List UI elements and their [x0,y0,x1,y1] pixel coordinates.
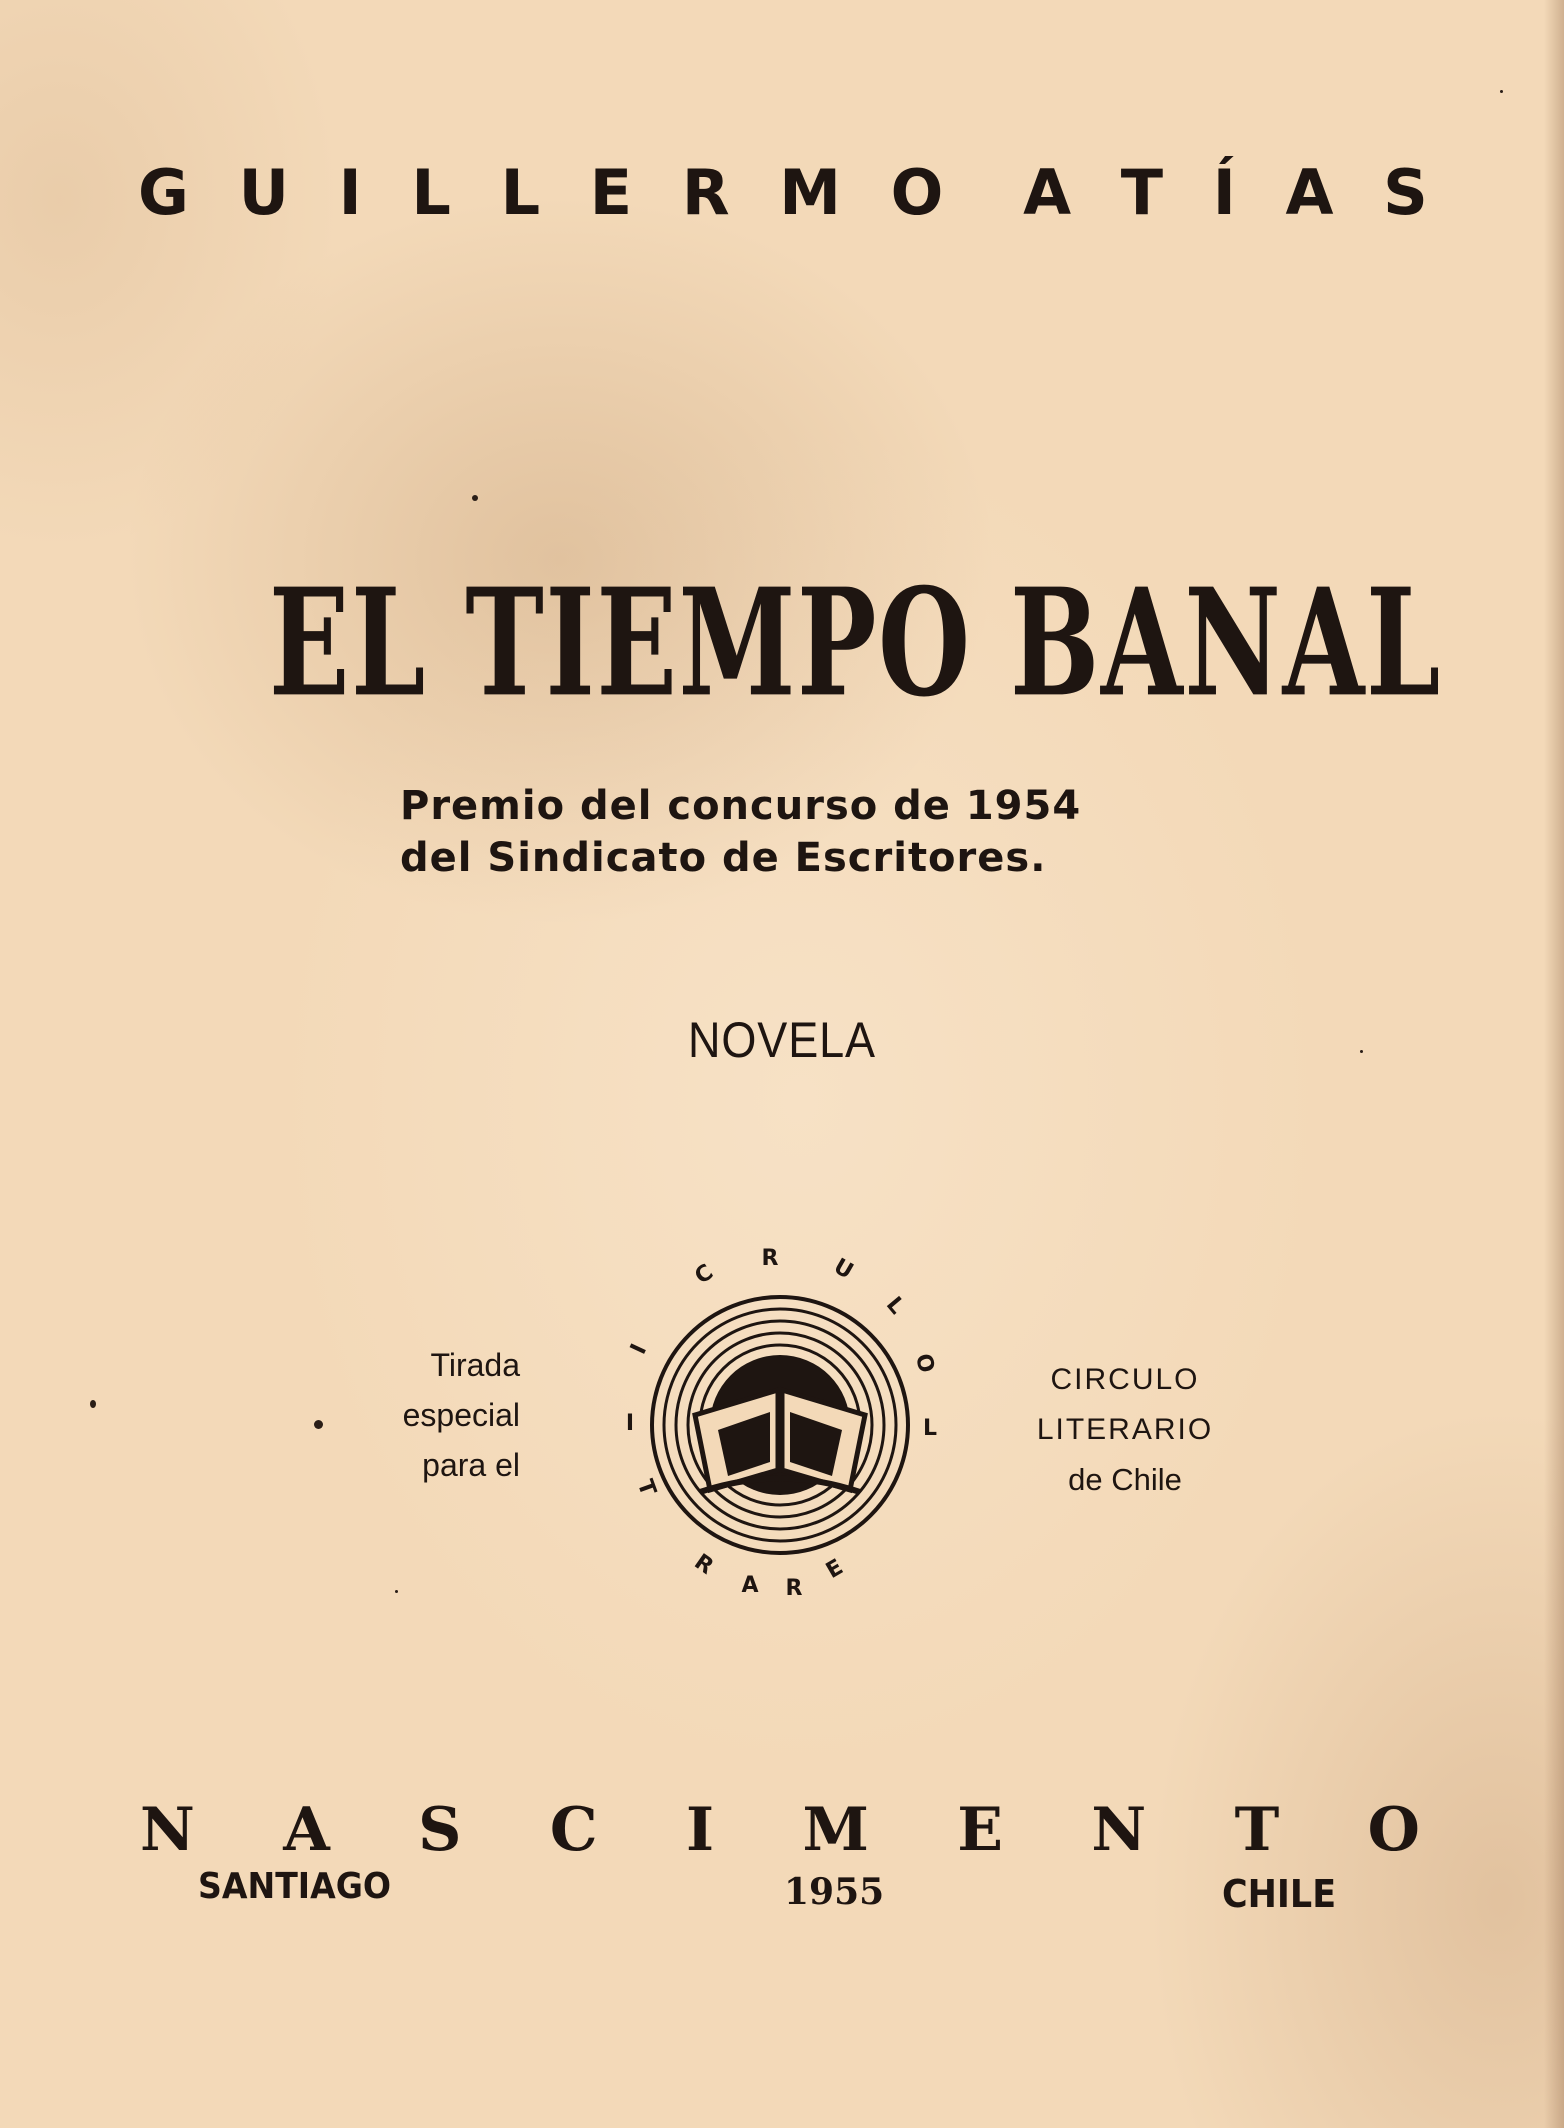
author-letter: I [338,156,362,229]
publisher-letter: S [418,1795,462,1865]
ring-letter: L [880,1292,910,1320]
ring-letter: E [821,1554,848,1584]
ring-letter: O [909,1351,939,1376]
author-letter: E [589,156,633,229]
imprint-city: SANTIAGO [198,1866,392,1907]
club-name [1010,1355,1240,1505]
author-letter: S [1383,156,1428,229]
club-line: de Chile [1068,1462,1182,1497]
edition-note-line: para el [422,1447,520,1483]
ring-letter: I [626,1340,653,1359]
author-letter: M [779,156,841,229]
publisher-letter: O [1367,1795,1420,1865]
prize-note [400,780,1160,884]
paper-speck [395,1590,398,1593]
publisher-name [140,1795,1420,1865]
ring-letter: A [741,1573,759,1598]
publisher-letter: M [802,1795,869,1865]
ring-letter: I [625,1411,635,1436]
ring-letter: C [690,1259,719,1290]
ring-letter: T [631,1476,661,1500]
ring-letter: R [785,1576,803,1601]
author-letter: R [681,156,730,229]
page-edge-shadow [1544,0,1564,2128]
publisher-letter: N [1091,1795,1147,1865]
author-letter: G [138,156,189,229]
paper-speck [472,495,478,501]
edition-note-line: especial [402,1397,520,1433]
genre-label: NOVELA [688,1012,876,1068]
publisher-letter: C [549,1795,598,1865]
ring-letter: R [689,1549,718,1580]
author-letter: L [500,156,541,229]
author-letter: O [890,156,944,229]
paper-speck [1360,1050,1363,1053]
author-letter: L [411,156,451,229]
author-name [138,158,1428,228]
ring-letter: U [829,1254,858,1285]
paper-speck [90,1400,96,1408]
ring-letter: R [761,1246,779,1271]
author-letter: A [1023,156,1072,229]
prize-line: Premio del concurso de 1954 [400,783,1082,829]
publisher-letter: N [140,1795,195,1865]
author-letter: Í [1212,156,1236,229]
open-book-seal-icon [600,1240,960,1610]
imprint-year: 1955 [784,1871,885,1913]
author-letter: A [1285,156,1334,229]
edition-note [360,1340,520,1490]
paper-speck [314,1420,323,1429]
publisher-letter: E [957,1795,1003,1865]
imprint-country: CHILE [1222,1872,1337,1916]
edition-note-line: Tirada [430,1347,520,1383]
prize-line: del Sindicato de Escritores. [400,835,1047,881]
ring-letter: L [922,1416,938,1441]
author-letter: T [1120,156,1164,229]
publisher-letter: A [283,1795,330,1865]
paper-speck [1500,90,1503,93]
club-line: CIRCULO [1050,1363,1200,1396]
publisher-letter: I [686,1795,715,1865]
author-letter: U [238,156,289,229]
club-line: LITERARIO [1036,1413,1214,1446]
publisher-letter: T [1234,1795,1280,1865]
book-title: EL TIEMPO BANAL [269,556,1442,731]
